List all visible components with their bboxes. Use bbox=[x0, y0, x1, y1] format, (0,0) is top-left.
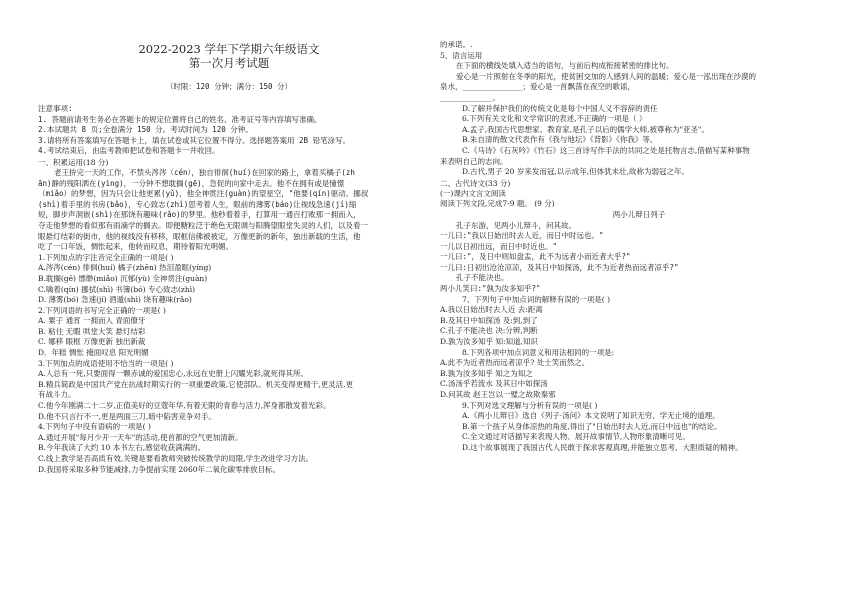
question-option: A. 粟子 通宵 一拥而入 青面僚牙 bbox=[38, 316, 146, 326]
question-option: A.通过开展"每月少开一天车"的活动,使首都的空气更加清新。 bbox=[38, 432, 243, 442]
poem-line: 一儿以日初出远，而日中时近也。" bbox=[440, 241, 558, 251]
carry-over-text: 的承诺。. bbox=[440, 40, 473, 49]
poem-line: 一儿曰:"，及日中则如盘盂，此不为远者小而近者大乎?" bbox=[440, 252, 631, 262]
page-title: 2022-2023 学年下学期六年级语文 bbox=[138, 42, 320, 56]
question-stem: 1.下列加点的字注音完全正确的一项是( ) bbox=[38, 252, 174, 262]
poem-line: 两小儿笑曰:"孰为汝多知乎?" bbox=[440, 284, 541, 294]
question-option: B.第一个孩子从身体凉热的角度,得出了"日始出时去人近,而日中远也"的结论。 bbox=[462, 421, 722, 431]
question-stem: 7、下列句子中加点词的解释有误的一项是( ) bbox=[462, 294, 611, 304]
question-option: B.今年我读了大约 10 本书左右,感觉收获满满的。 bbox=[38, 443, 206, 453]
question-stem: 5、语言运用 bbox=[440, 50, 483, 60]
question-option: D.我国将采取多种节能减排,力争提前实现 2060年二氧化碳零排放目标。 bbox=[38, 464, 280, 474]
passage-line: (shì)着手里的书房(bǎo)，专心致志(zhì)思考着人生，眼前的薄雾(báo)让视线急速(jí)缩 bbox=[38, 199, 357, 209]
note-item: 4.考试结束后，由监考教师把试卷和答题卡一并收回。 bbox=[38, 146, 220, 156]
fill-blank-line: ______________。 bbox=[440, 92, 500, 102]
note-item: 3.请将所有答案填写在答题卡上，填在试卷或其它位置不得分。选择题答案用 2B 铅笔涂写。 bbox=[38, 135, 351, 145]
note-item: 1. 答题前请考生务必在答题卡的规定位置将自己的姓名、准考证号等内容填写准确。 bbox=[38, 114, 322, 124]
question-stem: 9.下列对选文理解与分析有误的一项是( ) bbox=[462, 400, 598, 410]
instruction-line: 在下面的横线处填入适当的语句，与前后构成衔接紧密的排比句。 bbox=[456, 61, 674, 71]
question-option: B.孰为汝多知乎 知之为知之 bbox=[440, 368, 533, 378]
passage-line: 眼悬灯结彩的街市，他的视线没有移移，眼框信佛被被定，万像更新的新年，独出新载的生活，他 bbox=[38, 231, 361, 241]
question-option: D.这个故事展现了我国古代人民敢于探求客观真理,并能独立思考、大胆质疑的精神。 bbox=[462, 442, 743, 452]
passage-line: （miǎo）的梦想，因为只会让他更累(yǔ)，他全神贯注(guàn)的望星空，"他要(qín)驱动。挪叔 bbox=[38, 189, 369, 199]
question-option: A.孟子,我国古代思想家、教育家,是孔子以后的儒学大师,被尊称为"亚圣"。 bbox=[462, 124, 709, 134]
poem-line: 一儿曰:"我以日始出时去人近，而日中时远也。" bbox=[440, 231, 604, 241]
passage-line: ān)静的残阳洒在(yìng)，一分钟不想耽搁(gē)，急促的向家中走去。他不在拥有或是憧憬 bbox=[38, 178, 345, 188]
question-option: C. 娜移 眼框 万像更新 独出新裁 bbox=[38, 337, 146, 347]
question-option: C.噙着(qín) 挪拭(shì) 书簿(bó) 专心致志(zhì) bbox=[38, 284, 196, 294]
question-stem: 2.下列词语的书写完全正确的一项是( ) bbox=[38, 305, 166, 315]
question-stem: 3.下列加点的成语使用不恰当的一项是( ) bbox=[38, 358, 174, 368]
notes-heading: 注意事项: bbox=[38, 104, 73, 113]
question-option: B.及其日中如探汤 及:到,到了 bbox=[440, 315, 538, 325]
fill-blank-line: 爱心是一片照射在冬季的阳光，使贫困交加的人感到人间的温暖；爱心是一泓出现在沙漠的 bbox=[456, 71, 756, 81]
question-stem: 8.下列各项中加点词意义和用法相同的一项是: bbox=[462, 347, 615, 357]
poem-title: 两小儿辩日列子 bbox=[612, 209, 666, 219]
question-stem: 4.下列句子中没有语病的一项是( ) bbox=[38, 422, 151, 432]
note-item: 2.本试题共 8 页;全卷满分 150 分。考试时间为 120 分钟。 bbox=[38, 125, 253, 135]
question-option: D.问其故 赵王岂以一璧之故欺秦邪 bbox=[440, 390, 556, 399]
question-option: B.精兵简政是中国共产党在抗战时期实行的一项重要政策,它使部队、机关变得更精干,更灵活,更 bbox=[38, 379, 354, 389]
section-heading: 二、古代诗文(33 分) bbox=[440, 178, 511, 188]
question-option: C.汤汤乎若流水 及其日中如探汤 bbox=[440, 379, 548, 389]
question-option: D.他不只言行不一,更是两面三刀,暗中陷害竞争对手。 bbox=[38, 411, 216, 421]
question-stem: 6.下列有关文化和文学常识的表述,不正确的一项是（ ） bbox=[462, 114, 647, 124]
reading-intro: 阅读下列文段,完成7-9 题。 (9 分) bbox=[440, 199, 555, 209]
section-heading: 一、积累运用(18 分) bbox=[38, 157, 109, 167]
question-option: D.了解并保护我们的传统文化是每个中国人义不容辞的责任 bbox=[462, 103, 658, 113]
question-option: C.孔子不能决也 决:分辨,判断 bbox=[440, 326, 538, 336]
question-option: D.古代,男子 20 岁来发而冠,以示成年,但体犹未壮,故称为弱冠之年。 bbox=[462, 167, 689, 177]
fill-blank-line: 泉水，________________；爱心是一首飘荡在夜空的歌谣， bbox=[440, 82, 635, 92]
question-option: D．年糕 惆怅 掩面叹息 阳光明媚 bbox=[38, 348, 149, 358]
poem-line: 一儿曰:日初出沧沧凉凉，及其日中如探汤，此不为近者热而远者凉乎?" bbox=[440, 262, 679, 272]
question-option: C.线上教学是否高质有效,关键是要看教师突破传统教学的局限,学生改进学习方法。 bbox=[38, 454, 314, 463]
question-option: A.我以日始出时去人近 去:距离 bbox=[440, 305, 543, 315]
exam-meta: （时限：120 分钟；满分：150 分） bbox=[165, 82, 293, 91]
question-option: 有战斗力。 bbox=[38, 390, 76, 400]
question-option: D.孰为汝多知乎 知:知道,知识 bbox=[440, 337, 538, 347]
question-option: B.耽搁(gē) 缥缈(miǎo) 沉郁(yù) 全神贯注(guàn) bbox=[38, 273, 208, 283]
question-option: A.人总有一死,只要面得一颗赤诚的爱国忠心,永远在史册上闪耀光彩,就死得其所。 bbox=[38, 369, 308, 379]
question-option: B.朱自清的散文代表作有《我与地坛》《背影》《你我》等。 bbox=[462, 135, 658, 145]
passage-line: 夺走他梦想的看似那有雨滴学的搁去。即便糖粒泛于绝色无限调与阳腾望眼堂失灵的人们，以及看一 bbox=[38, 220, 368, 230]
passage-line: 老王拚完一天的工作，不禁头涔涔（cén），独自徘徊(huí)在回家的路上，拿着买橘子(zh bbox=[54, 167, 355, 177]
subsection-heading: (一)课内文言文阅读 bbox=[440, 188, 506, 198]
left-column bbox=[38, 42, 420, 475]
question-option: A.《两小儿辩日》选自《列子·汤问》本文说明了知识无穷、学无止境的道理。 bbox=[462, 411, 720, 421]
question-option: B. 粘住 无暇 哄堂大笑 悬灯结彩 bbox=[38, 326, 146, 336]
right-column bbox=[440, 40, 838, 454]
page-subtitle: 第一次月考试题 bbox=[188, 56, 270, 70]
passage-line: 吃了一口年饭，惆怅起来，他转而叹息，期待着阳光明媚。 bbox=[38, 242, 233, 252]
passage-line: 短，脚步声洞嵌(shì)在那饶有趣味(rǎo)的梦里。他秒着着手，打算用一通百打败那一拥而入， bbox=[38, 210, 361, 220]
question-option: A.此不为近者热而远者凉乎? 处士笑而然之。 bbox=[440, 358, 590, 368]
question-option: A.涔涔(cén) 徘徊(huí) 橘子(zhēn) 热泪盈眶(yíng) bbox=[38, 263, 212, 273]
question-option: C.全文通过对话描写来表现人物、展开故事情节,人物形象清晰可见。 bbox=[462, 432, 690, 442]
poem-line: 孔子不能决也。 bbox=[456, 273, 509, 283]
question-option: D. 薄雾(bó) 急速(jí) 酒遁(shì) 饶有趣味(rǎo) bbox=[38, 295, 192, 305]
poem-line: 孔子东游，见两小儿辩斗，问其故。 bbox=[456, 220, 576, 230]
question-option: C.他今年刚满二十二岁,正值美好的豆蔻年华,有着无限的青春与活力,浑身都散发着光彩。 bbox=[38, 401, 331, 411]
question-option: 来表明自己的志向。 bbox=[440, 156, 508, 166]
question-option: C.《马诗》《石灰吟》《竹石》这三首诗写作手法的共同之处是托物言志,借描写某种事物 bbox=[462, 145, 750, 155]
